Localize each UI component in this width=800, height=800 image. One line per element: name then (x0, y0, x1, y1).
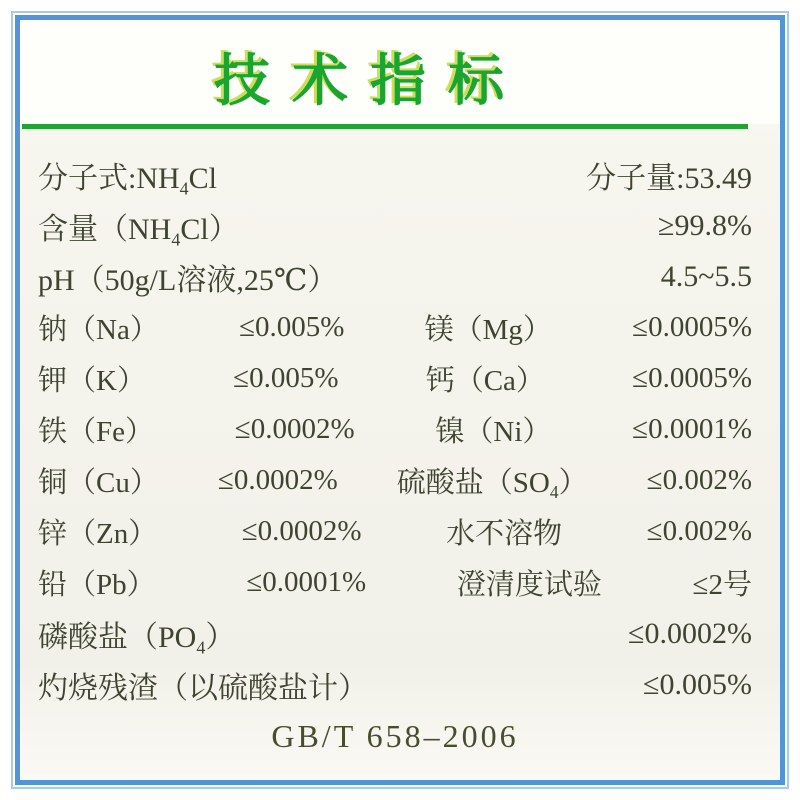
copper-value: ≤0.0002% (217, 464, 338, 496)
assay-text-end: Cl） (180, 212, 239, 246)
spec-row-phosphate (38, 608, 752, 659)
spec-row-formula (38, 149, 752, 200)
title-section (20, 20, 780, 124)
ph-value: 4.5~5.5 (660, 259, 752, 293)
spec-row-iron-nickel (38, 404, 752, 455)
formula-text-end: Cl (188, 161, 218, 195)
copper-label: 铜（Cu） (38, 467, 159, 499)
spec-row-lead-clarity (38, 557, 752, 608)
zinc-value: ≤0.0002% (241, 515, 362, 547)
spec-row-ph (38, 251, 752, 302)
sulfate-text-end: ） (558, 467, 588, 499)
zinc-label: 锌（Zn） (38, 518, 158, 550)
spec-row-ignition-residue (38, 659, 752, 710)
potassium-value: ≤0.005% (233, 362, 339, 394)
ph-label: pH（50g/L溶液,25℃） (38, 263, 338, 297)
assay-value: ≥99.8% (658, 208, 752, 242)
clarity-test-value: ≤2号 (692, 569, 752, 601)
label-border-outer (11, 11, 789, 789)
assay-text: 含量（NH (38, 212, 172, 246)
phosphate-subscript: 4 (196, 636, 206, 657)
iron-label: 铁（Fe） (38, 416, 155, 448)
phosphate-text: 磷酸盐（PO (38, 620, 197, 654)
iron-value: ≤0.0002% (234, 413, 355, 445)
molecular-formula (38, 153, 217, 197)
nickel-value: ≤0.0001% (632, 413, 752, 445)
calcium-label: 钙（Ca） (425, 365, 545, 397)
ignition-residue-label: 灼烧残渣（以硫酸盐计） (38, 671, 368, 705)
sulfate-text: 硫酸盐（SO (396, 467, 550, 499)
phosphate-value: ≤0.0002% (628, 616, 752, 650)
water-insoluble-value: ≤0.002% (646, 515, 752, 547)
sulfate-value: ≤0.002% (646, 464, 752, 496)
water-insoluble-label: 水不溶物 (446, 518, 563, 550)
magnesium-label: 镁（Mg） (424, 314, 552, 346)
lead-value: ≤0.0001% (246, 566, 367, 598)
spec-table (20, 129, 780, 762)
assay-label (38, 204, 239, 248)
formula-subscript: 4 (179, 177, 189, 198)
standard-number: GB/T 658–2006 (271, 717, 519, 754)
spec-row-sodium-magnesium (38, 302, 752, 353)
sulfate-label (397, 460, 588, 501)
formula-text: 分子式:NH (38, 161, 180, 195)
standard-number-row (38, 710, 752, 762)
clarity-test-label: 澄清度试验 (456, 569, 602, 601)
page-title: 技术指标 (214, 51, 526, 113)
spec-row-copper-sulfate (38, 455, 752, 506)
potassium-label: 钾（K） (38, 365, 146, 397)
assay-subscript: 4 (171, 228, 181, 249)
sulfate-subscript: 4 (549, 482, 559, 503)
nickel-label: 镍（Ni） (435, 416, 552, 448)
sodium-label: 钠（Na） (38, 314, 159, 346)
label-border-inner (15, 15, 785, 785)
phosphate-text-end: ） (205, 620, 236, 654)
lead-label: 铅（Pb） (38, 569, 156, 601)
spec-row-potassium-calcium (38, 353, 752, 404)
ignition-residue-value: ≤0.005% (643, 667, 752, 701)
molecular-weight: 分子量:53.49 (586, 161, 752, 195)
sodium-value: ≤0.005% (239, 311, 345, 343)
label-content (20, 20, 780, 780)
phosphate-label (38, 612, 235, 656)
spec-row-assay (38, 200, 752, 251)
calcium-value: ≤0.0005% (632, 362, 752, 394)
spec-row-zinc-insoluble (38, 506, 752, 557)
magnesium-value: ≤0.0005% (632, 311, 752, 343)
